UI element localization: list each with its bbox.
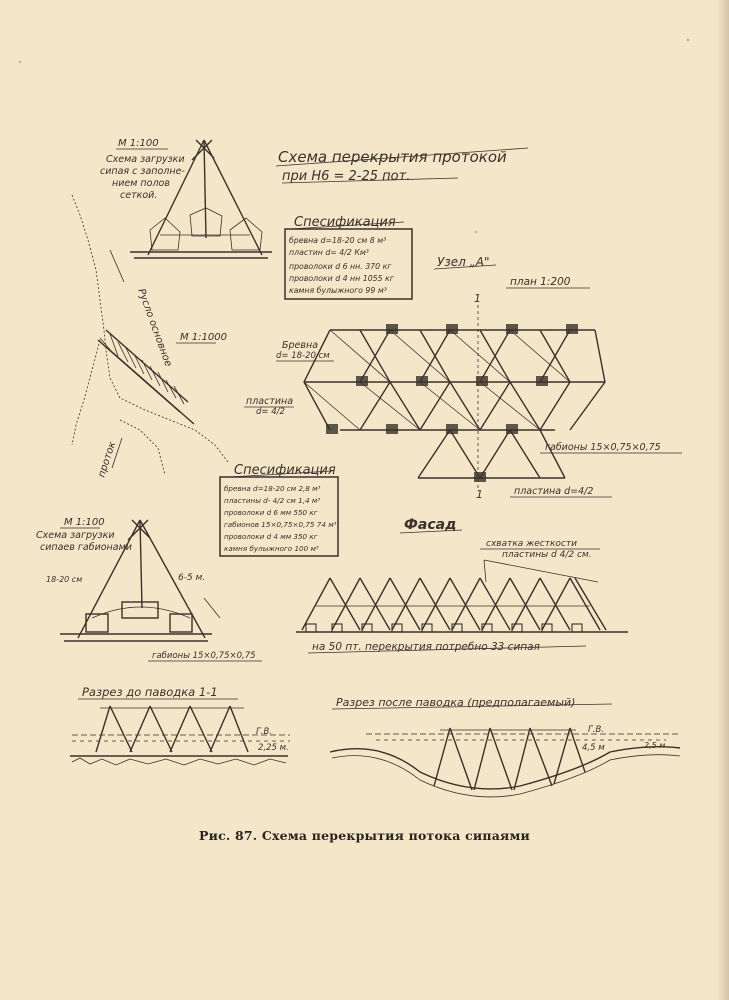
bottom-left-note-0: Схема загрузки	[36, 530, 115, 541]
main-title-line2: при Н6 = 2-25 пот.	[282, 169, 411, 184]
plates-diam: d= 4/2	[256, 407, 285, 417]
bottom-left-gabions: габионы 15×0,75×0,75	[152, 651, 256, 661]
main-title	[276, 148, 528, 184]
spec-bottom-row-1: пластины d- 4/2 см 1,4 м³	[224, 496, 321, 505]
section-before-water: Г.В.	[256, 727, 272, 737]
top-left-loading-scheme	[100, 138, 272, 258]
facade-view	[296, 517, 628, 653]
spec-top-row-1: пластин d= 4/2 Км³	[289, 248, 369, 257]
logs-label: Бревна	[282, 340, 319, 351]
facade-title: Фасад	[404, 517, 457, 533]
section-mark-bottom: 1	[476, 488, 483, 501]
spec-bottom-row-4: проволоки d 4 мм 350 кг	[224, 532, 318, 541]
section-after-depth2: 2,5 м	[644, 741, 666, 750]
spec-top-row-3: проволоки d 4 нн 1055 кг	[289, 274, 394, 283]
left-map-flow-bottom: проток	[96, 440, 119, 479]
spec-top-row-4: камня булыжного 99 м³	[289, 286, 387, 295]
node-truss-drawing	[304, 324, 605, 482]
facade-footer: на 50 пт. перекрытия потребно 33 сипая	[312, 641, 540, 653]
spec-bottom-title: Спесификация	[234, 463, 336, 478]
spec-top-row-2: проволоки d 6 нн. 370 кг	[289, 262, 392, 271]
left-map-flow-top: Русло основное	[135, 287, 174, 369]
plates-label: пластина	[246, 396, 294, 407]
spec-bottom-row-3: габионов 15×0,75×0,75 74 м³	[224, 520, 337, 529]
top-left-note-0: Схема загрузки	[106, 154, 185, 165]
facade-note-0: схватка жесткости	[486, 539, 577, 549]
spec-top-row-0: бревна d=18-20 см 8 м³	[289, 236, 387, 245]
top-left-scale: М 1:100	[118, 138, 159, 149]
figure-caption: Рис. 87. Схема перекрытия потока сипаями	[199, 828, 530, 843]
bottom-left-dim-width: 18-20 см	[46, 575, 83, 584]
node-gabions: габионы 15×0,75×0,75	[545, 442, 661, 453]
section-after-depth: 4,5 м	[582, 743, 605, 753]
section-after-title: Разрез после паводка (предполагаемый)	[336, 696, 576, 709]
spec-bottom	[220, 463, 338, 556]
page-specks	[19, 39, 689, 233]
logs-diam: d= 18-20 см	[276, 351, 330, 361]
section-after-flood	[330, 696, 680, 797]
left-map-scale: М 1:1000	[180, 332, 227, 343]
node-title: Узел „А"	[437, 255, 490, 269]
spec-bottom-row-0: бревна d=18-20 см 2,8 м³	[224, 484, 321, 493]
spec-bottom-row-2: проволоки d 6 мм 550 кг	[224, 508, 318, 517]
bottom-left-dim-height: 6-5 м.	[178, 573, 206, 583]
main-title-line1: Схема перекрытия протокой	[278, 148, 507, 166]
spec-bottom-row-5: камня булыжного 100 м³	[224, 544, 319, 553]
spec-top	[285, 215, 412, 299]
node-plan-scale: план 1:200	[510, 276, 571, 288]
section-after-water: Г.В.	[588, 725, 604, 735]
left-river-map	[72, 195, 228, 479]
facade-note-1: пластины d 4/2 см.	[502, 550, 592, 560]
section-mark-top: 1	[474, 292, 481, 305]
facade-truss	[296, 578, 628, 632]
bottom-left-scale: М 1:100	[64, 517, 105, 528]
section-before-flood	[70, 685, 290, 765]
top-left-note-3: сеткой.	[120, 190, 158, 201]
section-before-depth: 2,25 м.	[258, 743, 289, 753]
top-left-note-1: сипая с заполне-	[100, 166, 185, 177]
section-after-truss	[330, 728, 680, 797]
node-plates-bottom: пластина d=4/2	[514, 486, 594, 497]
spec-top-title: Спесификация	[294, 215, 396, 230]
top-left-note-2: нием полов	[112, 178, 170, 189]
section-before-title: Разрез до паводка 1-1	[82, 685, 218, 699]
left-map-truss	[98, 330, 194, 424]
bottom-left-note-1: сипаев габионами	[40, 542, 132, 553]
